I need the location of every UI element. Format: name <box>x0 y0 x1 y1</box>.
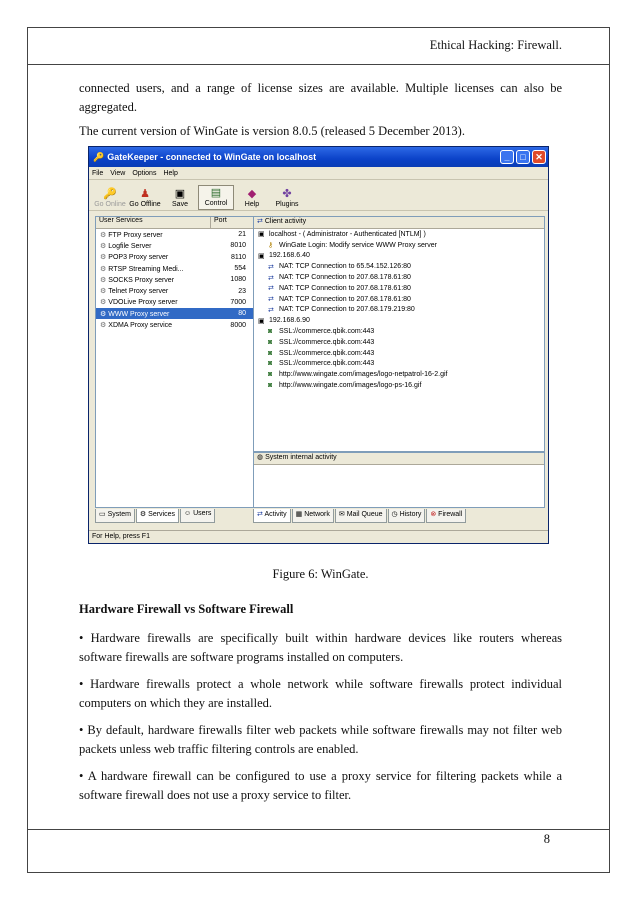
activity-row: ◙ SSL://commerce.qbik.com:443 <box>268 338 375 346</box>
menu-file: File <box>92 169 104 177</box>
gear-icon: ⚙ <box>139 511 147 518</box>
go-offline-button: ♟ Go Offline <box>129 188 161 208</box>
activity-row: ⇄ NAT: TCP Connection to 207.68.179.219:80 <box>268 306 415 314</box>
document-icon: ◙ <box>268 360 273 368</box>
network-icon: ▦ <box>295 511 303 518</box>
link-icon: ⇄ <box>257 218 263 225</box>
services-col-name: User Services <box>96 217 211 228</box>
footer-rule <box>28 829 609 830</box>
firewall-icon: ⊗ <box>430 511 437 518</box>
running-header: Ethical Hacking: Firewall. <box>429 38 562 52</box>
wingate-screenshot <box>88 146 549 544</box>
document-icon: ◙ <box>268 328 273 336</box>
activity-row: ◙ SSL://commerce.qbik.com:443 <box>268 328 375 336</box>
system-activity-panel <box>253 452 545 508</box>
gear-icon: ⚙ <box>100 288 107 296</box>
system-activity-header: ◍ System internal activity <box>254 453 544 465</box>
key-icon: 🔑 <box>103 188 117 200</box>
gear-icon: ⚙ <box>100 231 107 239</box>
right-tabs <box>253 509 545 523</box>
service-row: ⚙ XDMA Proxy service 8000 <box>100 321 246 330</box>
document-icon: ◙ <box>268 349 273 357</box>
activity-row: ▣ 192.168.6.90 <box>258 317 310 325</box>
bullet-item: • Hardware firewalls are specifically built within hardware devices like routers whereas software firewalls are software programs installed on computers. <box>79 631 562 664</box>
key-icon: ⚷ <box>268 242 274 250</box>
maximize-icon: □ <box>516 150 530 164</box>
users-icon: ☺ <box>184 510 192 517</box>
control-button: ▤ Control <box>198 185 234 210</box>
services-col-port: Port <box>214 217 227 224</box>
activity-row: ⇄ NAT: TCP Connection to 65.54.152.126:80 <box>268 263 411 271</box>
service-row-selected: ⚙ WWW Proxy server 80 <box>96 308 254 319</box>
activity-row: ⇄ NAT: TCP Connection to 207.68.178.61:80 <box>268 274 411 282</box>
window-title: GateKeeper - connected to WinGate on localhost <box>107 152 317 162</box>
figure-caption: Figure 6: WinGate. <box>272 567 369 581</box>
gear-icon: ⚙ <box>100 322 107 330</box>
link-icon: ⇄ <box>268 306 274 314</box>
tab-activity: ⇄ Activity <box>253 509 291 523</box>
tab-history: ◷ History <box>388 509 426 523</box>
computer-icon: ▣ <box>258 231 265 239</box>
section-title: Hardware Firewall vs Software Firewall <box>79 602 294 616</box>
floppy-icon: ▣ <box>174 188 186 200</box>
help-button: ◆ Help <box>235 187 269 210</box>
bullet-item: • By default, hardware firewalls filter web packets while software firewalls may not filter web packets unless web traffic filtering controls are enabled. <box>79 723 562 756</box>
computer-icon: ▣ <box>258 317 265 325</box>
service-row: ⚙ VDOLive Proxy server 7000 <box>100 298 246 307</box>
activity-row: ◙ SSL://commerce.qbik.com:443 <box>268 360 375 368</box>
bullet-item: • Hardware firewalls protect a whole network while software firewalls protect individual computers on which they are installed. <box>79 677 562 710</box>
bullet-item: • A hardware firewall can be configured to use a proxy service for filtering packets while a software firewall does not use a proxy service to filter. <box>79 769 562 802</box>
gear-icon: ⚙ <box>100 276 107 284</box>
link-icon: ⇄ <box>268 296 274 304</box>
menu-bar <box>89 167 548 180</box>
computer-icon: ▣ <box>258 252 265 260</box>
service-row: ⚙ Logfile Server 8010 <box>100 242 246 250</box>
person-icon: ♟ <box>140 188 150 200</box>
save-button: ▣ Save <box>163 187 197 210</box>
activity-row: ▣ 192.168.6.40 <box>258 252 310 260</box>
control-icon: ▤ <box>210 187 222 199</box>
activity-row: ▣ localhost - ( Administrator - Authenticated [NTLM] ) <box>258 230 426 239</box>
activity-row: ◙ SSL://commerce.qbik.com:443 <box>268 349 375 357</box>
menu-help: Help <box>163 169 178 177</box>
gear-icon: ⚙ <box>100 310 107 318</box>
left-tabs <box>95 509 255 523</box>
service-row: ⚙ POP3 Proxy server 8110 <box>100 253 246 262</box>
cylinder-icon: ◍ <box>257 454 264 461</box>
page-number: 8 <box>543 832 550 846</box>
link-icon: ⇄ <box>268 285 274 293</box>
menu-view: View <box>110 169 126 177</box>
gear-icon: ⚙ <box>100 242 107 250</box>
client-activity-header: ⇄ Client activity <box>254 217 544 229</box>
activity-row: ⇄ NAT: TCP Connection to 207.68.178.61:80 <box>268 284 411 293</box>
client-activity-panel <box>253 216 545 452</box>
status-bar: For Help, press F1 <box>89 530 548 543</box>
activity-row: ◙ http://www.wingate.com/images/logo-ps-16.gif <box>268 382 422 390</box>
plugins-button: ✤ Plugins <box>270 187 304 210</box>
service-row: ⚙ SOCKS Proxy server 1080 <box>100 276 246 284</box>
window-toolbar <box>89 180 548 211</box>
help-icon: ◆ <box>247 188 257 200</box>
activity-row: ⚷ WinGate Login: Modify service WWW Proxy server <box>268 241 437 250</box>
service-row: ⚙ Telnet Proxy server 23 <box>100 287 246 296</box>
plugin-icon: ✤ <box>282 188 292 200</box>
intro-paragraph-2: The current version of WinGate is version 8.0.5 (released 5 December 2013). <box>79 124 465 138</box>
services-list <box>95 216 255 508</box>
clock-icon: ◷ <box>391 511 398 518</box>
link-icon: ⇄ <box>268 263 274 271</box>
gear-icon: ⚙ <box>100 265 107 273</box>
tab-users: ☺ Users <box>180 509 215 523</box>
activity-row: ⇄ NAT: TCP Connection to 207.68.178.61:80 <box>268 295 411 304</box>
document-icon: ◙ <box>268 338 273 346</box>
window-titlebar <box>89 147 548 167</box>
gear-icon: ⚙ <box>100 299 107 307</box>
document-icon: ◙ <box>268 382 273 390</box>
header-rule <box>28 64 609 65</box>
mail-icon: ✉ <box>338 511 345 518</box>
minimize-icon: _ <box>500 150 514 164</box>
activity-row: ◙ http://www.wingate.com/images/logo-netpatrol-16-2.gif <box>268 371 448 379</box>
menu-options: Options <box>132 169 157 177</box>
close-icon: ✕ <box>532 150 546 164</box>
go-online-button: 🔑 Go Online <box>94 188 126 208</box>
service-row: ⚙ FTP Proxy server 21 <box>100 231 246 239</box>
monitor-icon: ▭ <box>99 511 106 518</box>
gear-icon: ⚙ <box>100 254 107 262</box>
link-icon: ⇄ <box>268 274 274 282</box>
tab-network: ▦ Network <box>292 509 334 523</box>
intro-paragraph-1: connected users, and a range of license sizes are available. Multiple licenses can also be aggregated. <box>79 81 562 114</box>
tab-mail-queue: ✉ Mail Queue <box>335 509 387 523</box>
services-header <box>96 217 254 229</box>
tab-system: ▭ System <box>95 509 135 523</box>
document-icon: ◙ <box>268 371 273 379</box>
link-icon: ⇄ <box>257 511 263 518</box>
tab-services: ⚙ Services <box>136 509 179 523</box>
tab-firewall: ⊗ Firewall <box>426 509 466 523</box>
service-row: ⚙ RTSP Streaming Medi... 554 <box>100 265 246 273</box>
key-icon: 🔑 <box>93 151 105 162</box>
